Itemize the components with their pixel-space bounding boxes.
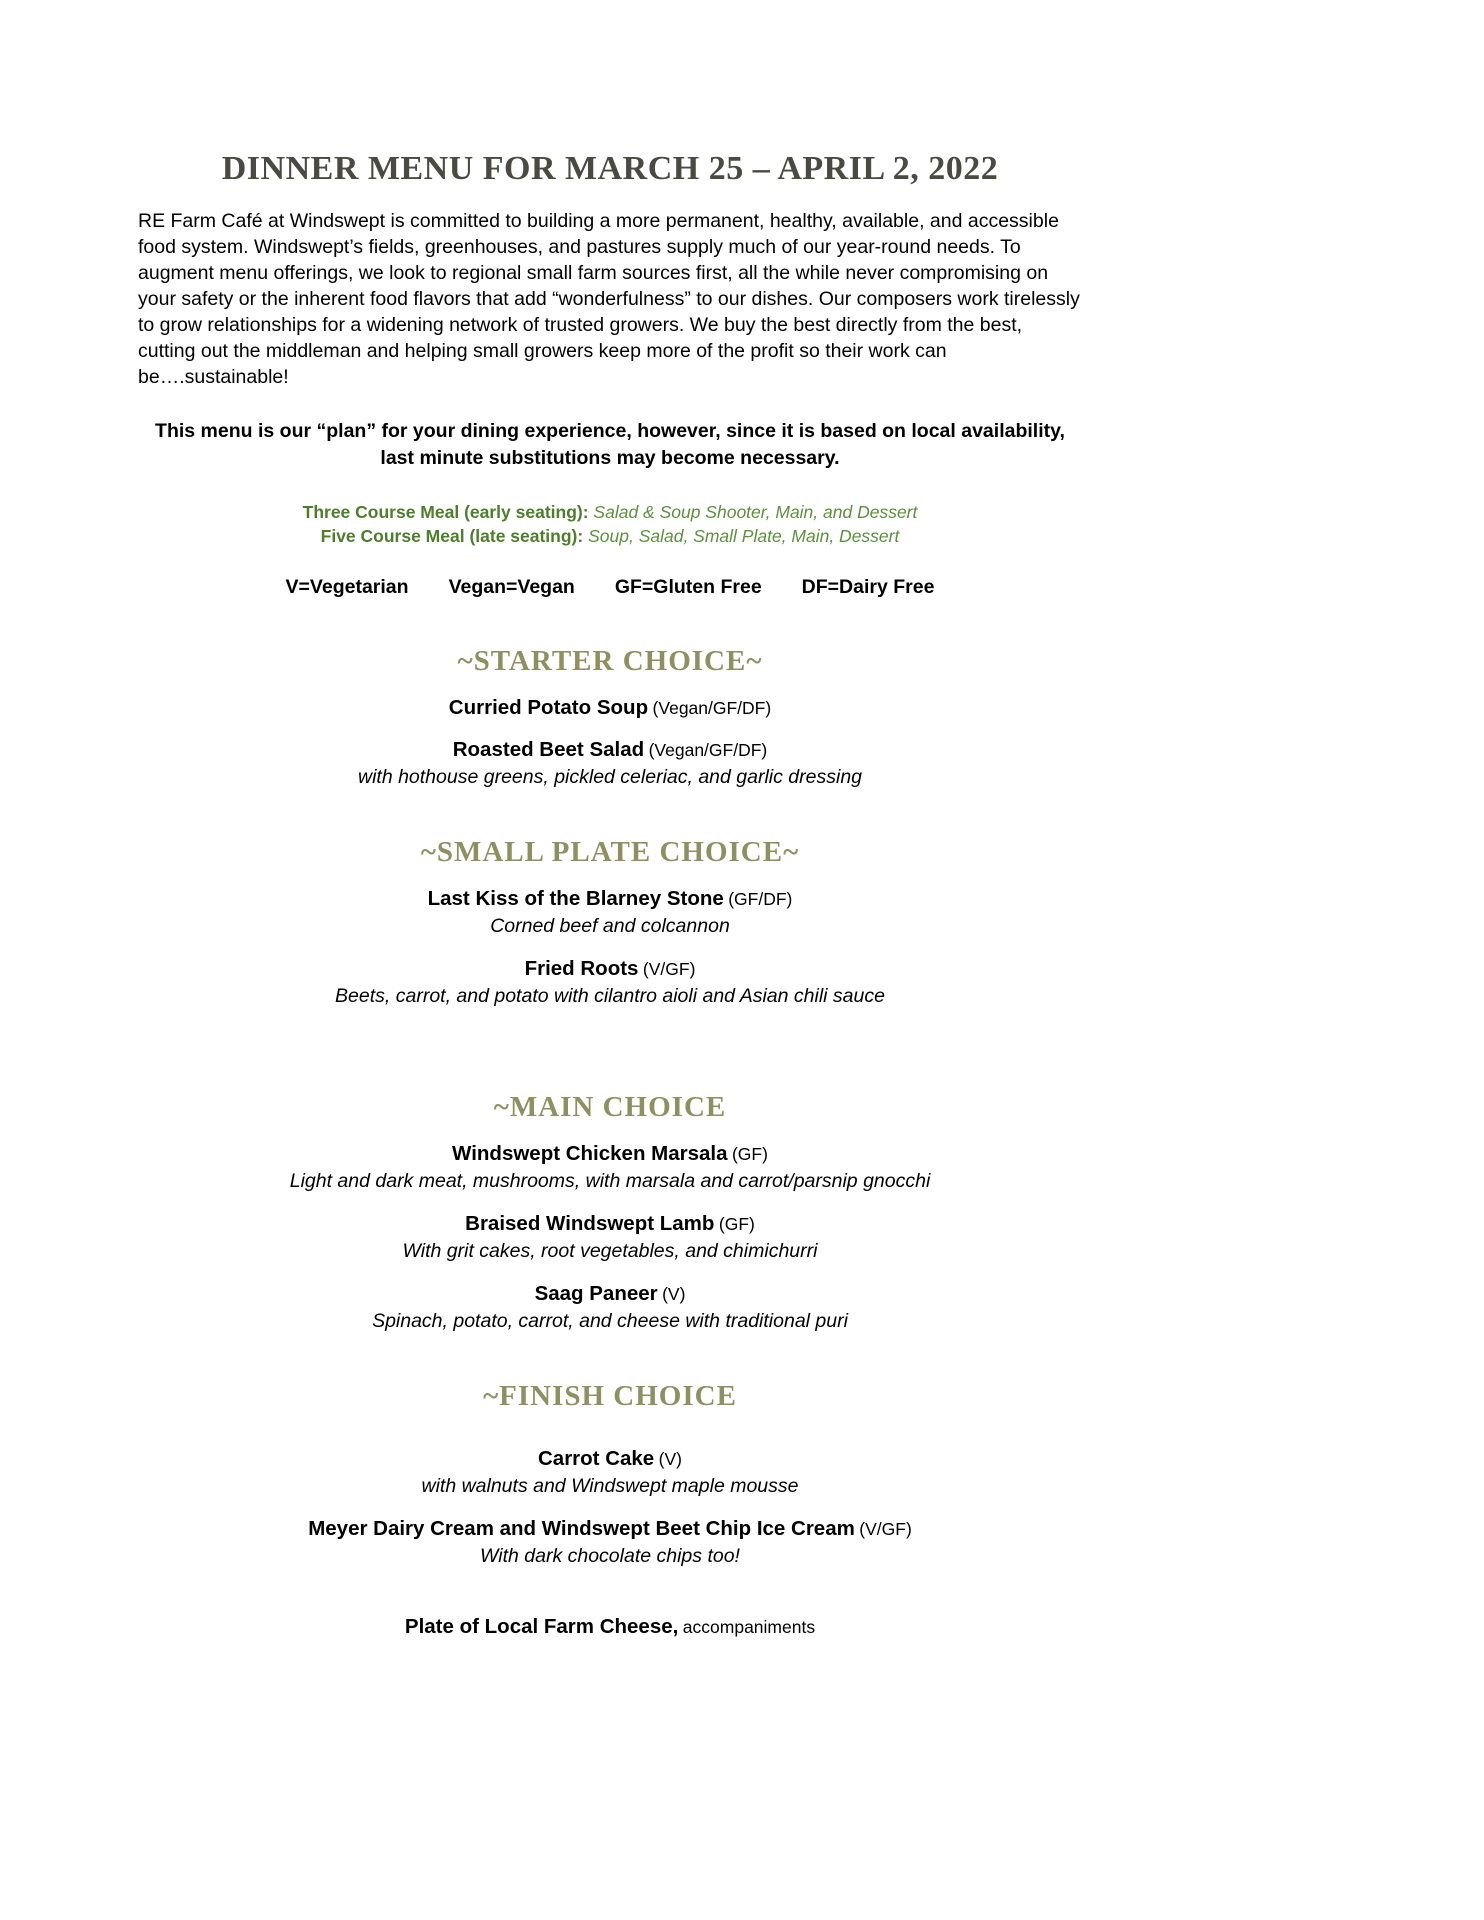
item-name: Meyer Dairy Cream and Windswept Beet Chip Ice Cream [308, 1516, 855, 1540]
item-dietary-tags: (V) [662, 1283, 686, 1304]
menu-item [138, 1517, 1082, 1569]
page-title: DINNER MENU FOR MARCH 25 – APRIL 2, 2022 [221, 150, 999, 187]
menu-item [138, 1212, 1082, 1264]
availability-notice: This menu is our “plan” for your dining experience, however, since it is based on local availability, last minute substitutions may become necessary. [155, 419, 1065, 469]
item-dietary-tags: (Vegan/GF/DF) [648, 739, 768, 760]
section-heading-finish: ~FINISH CHOICE [483, 1379, 737, 1412]
course-detail: Soup, Salad, Small Plate, Main, Dessert [588, 525, 900, 546]
item-title-line [138, 887, 1082, 911]
item-dietary-tags: (GF/DF) [728, 888, 793, 909]
item-description: Light and dark meat, mushrooms, with marsala and carrot/parsnip gnocchi [289, 1169, 931, 1192]
item-dietary-tags: (V/GF) [859, 1518, 912, 1539]
item-name: Fried Roots [524, 956, 639, 980]
menu-item [138, 1447, 1082, 1499]
item-description: Spinach, potato, carrot, and cheese with traditional puri [372, 1309, 848, 1332]
section-heading-small-plate: ~SMALL PLATE CHOICE~ [420, 835, 800, 868]
legend-item-gluten-free: GF=Gluten Free [614, 575, 762, 598]
item-title-line [138, 1142, 1082, 1166]
item-dietary-tags: (V/GF) [642, 958, 696, 979]
item-name: Windswept Chicken Marsala [452, 1141, 728, 1165]
dietary-legend [138, 576, 1082, 599]
item-title-line [138, 1447, 1082, 1471]
item-accompaniments-text: accompaniments [682, 1616, 816, 1637]
menu-item [138, 1282, 1082, 1334]
item-description: Corned beef and colcannon [490, 914, 730, 937]
item-name: Carrot Cake [538, 1446, 655, 1470]
item-description: with hothouse greens, pickled celeriac, and garlic dressing [357, 765, 863, 788]
item-description: With grit cakes, root vegetables, and chimichurri [402, 1239, 818, 1262]
item-title-line [138, 1282, 1082, 1306]
menu-item [138, 957, 1082, 1009]
item-title-line [138, 1212, 1082, 1236]
item-name: Curried Potato Soup [448, 695, 649, 719]
course-line-three [138, 500, 1082, 524]
item-dietary-tags: (GF) [731, 1143, 768, 1164]
item-name: Plate of Local Farm Cheese, [404, 1614, 679, 1638]
course-line-five [138, 524, 1082, 548]
menu-item [138, 696, 1082, 720]
item-description: with walnuts and Windswept maple mousse [421, 1474, 799, 1497]
menu-item [138, 738, 1082, 790]
legend-item-vegetarian: V=Vegetarian [285, 575, 409, 598]
intro-paragraph: RE Farm Café at Windswept is committed to building a more permanent, healthy, available, and accessible food system. Windswept’s fields, greenhouses, and pastures supply much of our year-round needs. To augment menu offerings, we look to regional small farm sources first, all the while never compromising on your safety or the inherent food flavors that add “wonderfulness” to our dishes. Our composers work tirelessly to grow relationships for a widening network of trusted growers. We buy the best directly from the best, cutting out the middleman and helping small growers keep more of the profit so their work can be….sustainable! [138, 209, 1080, 388]
course-options [138, 500, 1082, 548]
course-label: Three Course Meal (early seating): [302, 501, 589, 522]
item-dietary-tags: (Vegan/GF/DF) [652, 697, 772, 718]
item-title-line [138, 738, 1082, 762]
menu-page [138, 0, 1082, 1639]
item-title-line [138, 957, 1082, 981]
menu-item [138, 1615, 1082, 1639]
legend-item-vegan: Vegan=Vegan [448, 575, 575, 598]
item-title-line [138, 1615, 1082, 1639]
item-title-line [138, 1517, 1082, 1541]
item-title-line [138, 696, 1082, 720]
section-heading-starter: ~STARTER CHOICE~ [457, 644, 763, 677]
section-heading-main: ~MAIN CHOICE [493, 1090, 727, 1123]
course-detail: Salad & Soup Shooter, Main, and Dessert [593, 501, 918, 522]
item-name: Roasted Beet Salad [452, 737, 645, 761]
menu-item [138, 887, 1082, 939]
item-description: Beets, carrot, and potato with cilantro aioli and Asian chili sauce [335, 984, 885, 1007]
item-name: Braised Windswept Lamb [465, 1211, 715, 1235]
legend-item-dairy-free: DF=Dairy Free [801, 575, 935, 598]
item-dietary-tags: (V) [658, 1448, 682, 1469]
menu-item [138, 1142, 1082, 1194]
item-description: With dark chocolate chips too! [480, 1544, 740, 1567]
item-dietary-tags: (GF) [718, 1213, 755, 1234]
item-name: Saag Paneer [534, 1281, 658, 1305]
course-label: Five Course Meal (late seating): [320, 525, 584, 546]
item-name: Last Kiss of the Blarney Stone [427, 886, 724, 910]
